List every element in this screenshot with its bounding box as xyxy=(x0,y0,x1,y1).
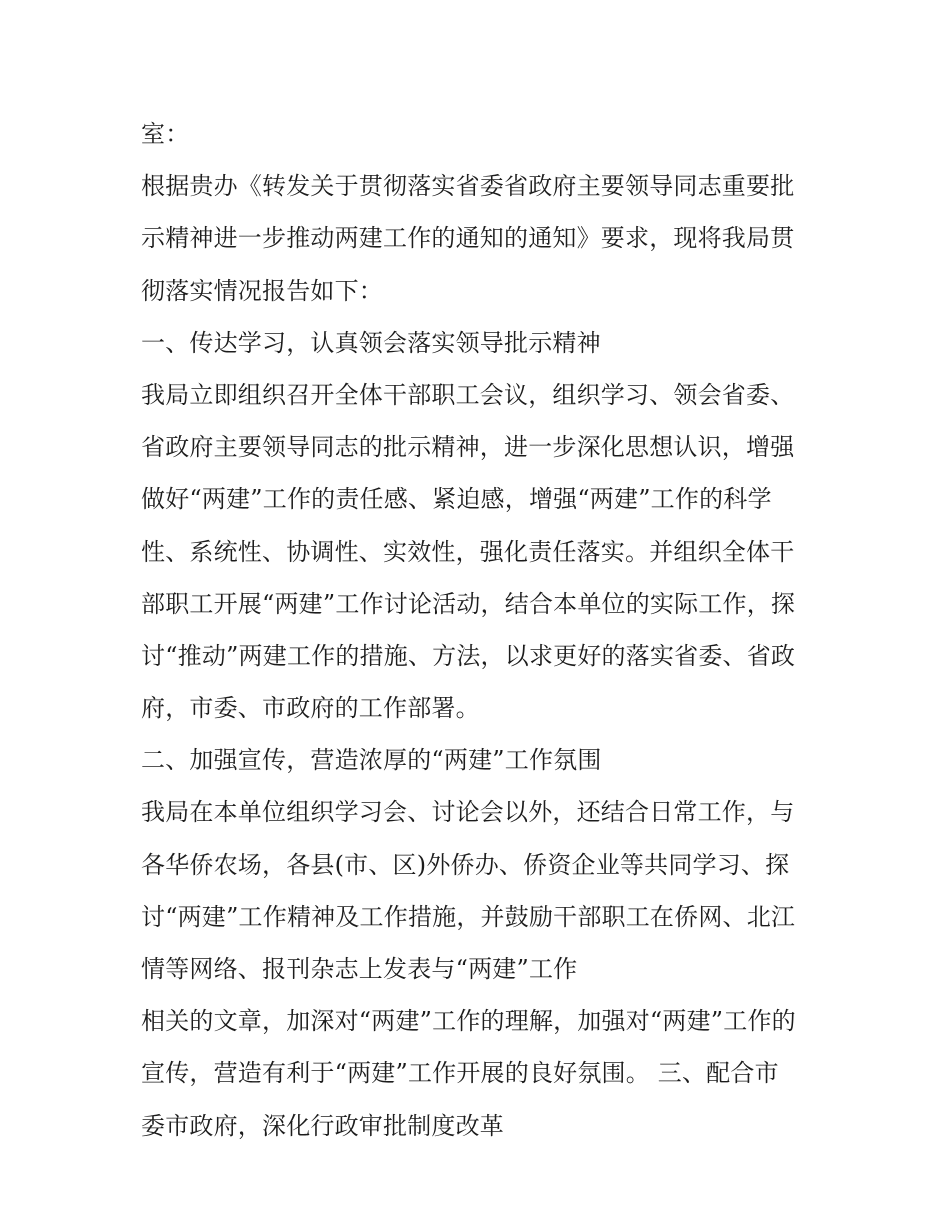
text-line: 省政府主要领导同志的批示精神，进一步深化思想认识，增强 xyxy=(141,433,795,462)
section-heading-2: 二、加强宣传，营造浓厚的“两建”工作氛围 xyxy=(141,746,602,775)
text-line: 讨“两建”工作精神及工作措施，并鼓励干部职工在侨网、北江 xyxy=(141,902,796,931)
text-line-salutation: 室： xyxy=(141,120,190,148)
text-line: 府，市委、市政府的工作部署。 xyxy=(141,694,480,723)
text-line: 各华侨农场，各县(市、区)外侨办、侨资企业等共同学习、探 xyxy=(141,850,790,879)
text-line: 根据贵办《转发关于贯彻落实省委省政府主要领导同志重要批 xyxy=(141,172,795,201)
text-line: 委市政府，深化行政审批制度改革 xyxy=(141,1111,504,1140)
text-line: 做好“两建”工作的责任感、紧迫感，增强“两建”工作的科学 xyxy=(141,485,772,514)
text-line: 宣传，营造有利于“两建”工作开展的良好氛围。 三、配合市 xyxy=(141,1059,779,1088)
text-line: 我局立即组织召开全体干部职工会议，组织学习、领会省委、 xyxy=(141,380,795,409)
text-line: 相关的文章，加深对“两建”工作的理解，加强对“两建”工作的 xyxy=(141,1007,796,1036)
section-heading-1: 一、传达学习，认真领会落实领导批示精神 xyxy=(141,328,601,357)
document-body xyxy=(141,108,821,1152)
text-line: 我局在本单位组织学习会、讨论会以外，还结合日常工作，与 xyxy=(141,798,795,827)
text-line: 示精神进一步推动两建工作的通知的通知》要求，现将我局贯 xyxy=(141,224,795,253)
text-line: 情等网络、报刊杂志上发表与“两建”工作 xyxy=(141,955,578,983)
text-line: 彻落实情况报告如下： xyxy=(141,276,383,305)
text-line: 性、系统性、协调性、实效性，强化责任落实。并组织全体干 xyxy=(141,537,795,566)
text-line: 部职工开展“两建”工作讨论活动，结合本单位的实际工作，探 xyxy=(141,589,796,618)
text-line: 讨“推动”两建工作的措施、方法，以求更好的落实省委、省政 xyxy=(141,641,796,670)
